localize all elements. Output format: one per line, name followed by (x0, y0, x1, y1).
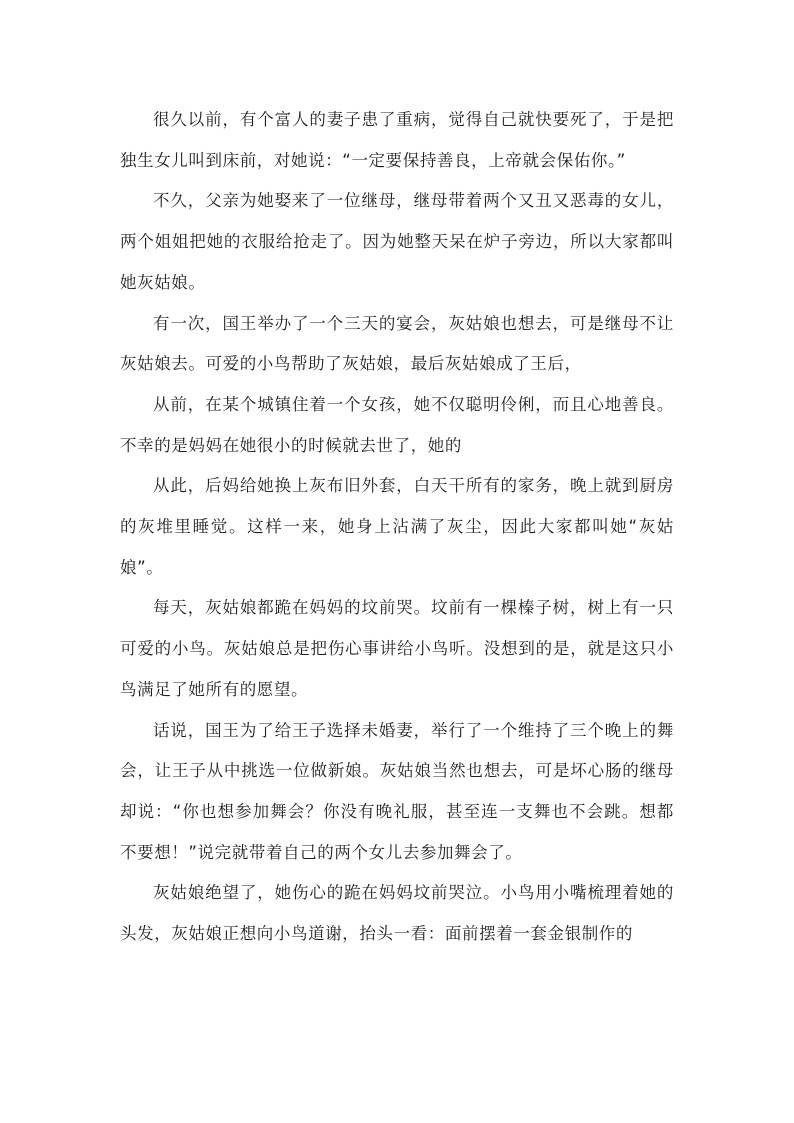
paragraph: 从此，后妈给她换上灰布旧外套，白天干所有的家务，晚上就到厨房的灰堆里睡觉。这样一来，她身上沾满了灰尘，因此大家都叫她“灰姑娘”。 (120, 476, 674, 577)
paragraph: 灰姑娘绝望了，她伤心的跪在妈妈坟前哭泣。小鸟用小嘴梳理着她的头发，灰姑娘正想向小鸟道谢，抬头一看：面前摆着一套金银制作的 (120, 883, 674, 944)
paragraph: 每天，灰姑娘都跪在妈妈的坟前哭。坟前有一棵榛子树，树上有一只可爱的小鸟。灰姑娘总是把伤心事讲给小鸟听。没想到的是，就是这只小鸟满足了她所有的愿望。 (120, 598, 674, 699)
story-text (120, 100, 674, 955)
paragraph: 从前，在某个城镇住着一个女孩，她不仅聪明伶俐，而且心地善良。不幸的是妈妈在她很小的时候就去世了，她的 (120, 394, 674, 455)
paragraph: 有一次，国王举办了一个三天的宴会，灰姑娘也想去，可是继母不让灰姑娘去。可爱的小鸟帮助了灰姑娘，最后灰姑娘成了王后， (120, 313, 674, 374)
paragraph: 话说，国王为了给王子选择未婚妻，举行了一个维持了三个晚上的舞会，让王子从中挑选一位做新娘。灰姑娘当然也想去，可是坏心肠的继母却说：“你也想参加舞会？你没有晚礼服，甚至连一支舞也不会跳。想都不要想！”说完就带着自己的两个女儿去参加舞会了。 (120, 720, 674, 862)
paragraph: 不久，父亲为她娶来了一位继母，继母带着两个又丑又恶毒的女儿，两个姐姐把她的衣服给抢走了。因为她整天呆在炉子旁边，所以大家都叫她灰姑娘。 (120, 191, 674, 292)
paragraph: 很久以前，有个富人的妻子患了重病，觉得自己就快要死了，于是把独生女儿叫到床前，对她说：“一定要保持善良，上帝就会保佑你。” (120, 110, 674, 170)
